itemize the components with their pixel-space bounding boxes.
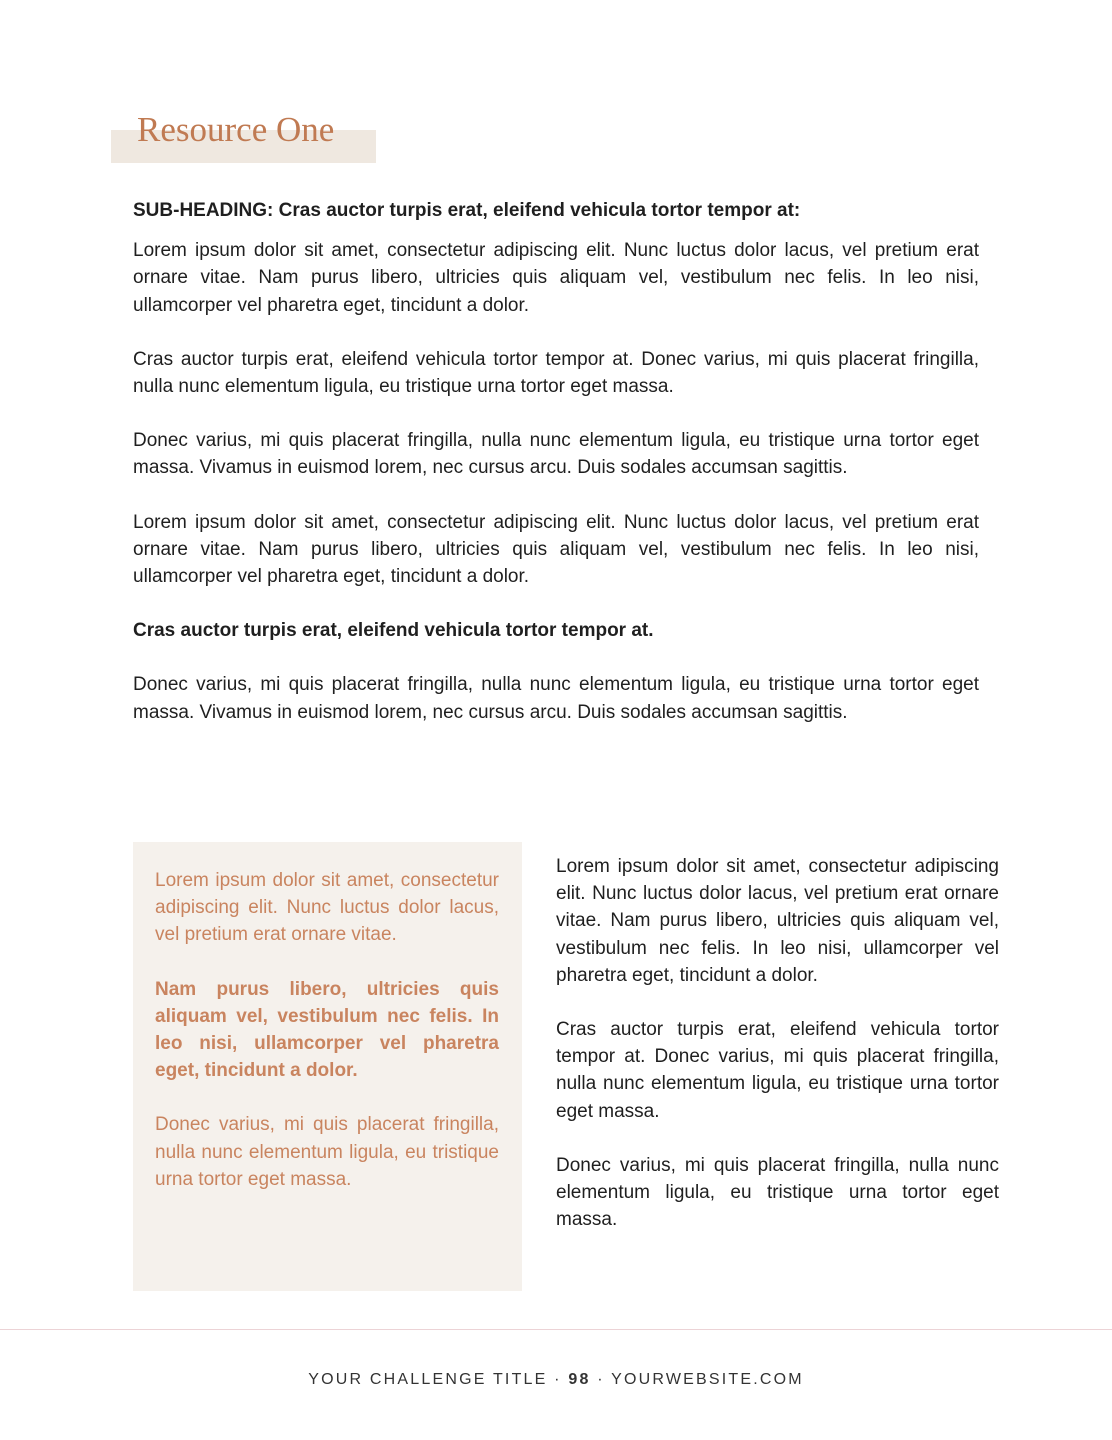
- footer-divider: [0, 1329, 1112, 1330]
- page-title: Resource One: [137, 110, 335, 149]
- callout-paragraph-1: Lorem ipsum dolor sit amet, consectetur adipiscing elit. Nunc luctus dolor lacus, vel pretium erat ornare vitae.: [155, 870, 499, 946]
- right-paragraph-3: Donec varius, mi quis placerat fringilla, nulla nunc elementum ligula, eu tristique urna tortor eget massa.: [556, 1154, 999, 1231]
- footer-challenge-title: YOUR CHALLENGE TITLE: [308, 1371, 548, 1388]
- callout-bold-paragraph: Nam purus libero, ultricies quis aliquam vel, vestibulum nec felis. In leo nisi, ullamcorper vel pharetra eget, tincidunt a dolor.: [155, 978, 499, 1082]
- footer-page-number: 98: [568, 1371, 591, 1388]
- footer-website: YOURWEBSITE.COM: [611, 1371, 804, 1388]
- right-paragraph-1: Lorem ipsum dolor sit amet, consectetur adipiscing elit. Nunc luctus dolor lacus, vel pretium erat ornare vitae. Nam purus libero, ultricies quis aliquam vel, vestibulum nec felis. In leo nisi, ullamcorper vel pharetra eget, tincidunt a dolor.: [556, 856, 999, 986]
- body-paragraph-4: Lorem ipsum dolor sit amet, consectetur adipiscing elit. Nunc luctus dolor lacus, vel pretium erat ornare vitae. Nam purus libero, ultricies quis aliquam vel, vestibulum nec felis. In leo nisi, ullamcorper vel pharetra eget, tincidunt a dolor.: [133, 511, 979, 588]
- main-body: [133, 197, 979, 753]
- sub-heading: SUB-HEADING: Cras auctor turpis erat, eleifend vehicula tortor tempor at:: [133, 200, 801, 221]
- callout-box: [133, 842, 522, 1291]
- body-paragraph-1: Lorem ipsum dolor sit amet, consectetur adipiscing elit. Nunc luctus dolor lacus, vel pretium erat ornare vitae. Nam purus libero, ultricies quis aliquam vel, vestibulum nec felis. In leo nisi, ullamcorper vel pharetra eget, tincidunt a dolor.: [133, 240, 979, 316]
- bold-statement: Cras auctor turpis erat, eleifend vehicula tortor tempor at.: [133, 620, 654, 642]
- footer-separator: ·: [590, 1371, 612, 1388]
- right-column: [556, 853, 999, 1260]
- closing-paragraph: Donec varius, mi quis placerat fringilla, nulla nunc elementum ligula, eu tristique urna tortor eget massa. Vivamus in euismod lorem, nec cursus arcu. Duis sodales accumsan sagittis.: [133, 674, 979, 723]
- callout-content: [155, 867, 499, 1220]
- callout-paragraph-3: Donec varius, mi quis placerat fringilla, nulla nunc elementum ligula, eu tristique urna tortor eget massa.: [155, 1114, 499, 1190]
- body-paragraph-3: Donec varius, mi quis placerat fringilla, nulla nunc elementum ligula, eu tristique urna tortor eget massa. Vivamus in euismod lorem, nec cursus arcu. Duis sodales accumsan sagittis.: [133, 430, 979, 479]
- right-paragraph-2: Cras auctor turpis erat, eleifend vehicula tortor tempor at. Donec varius, mi quis placerat fringilla, nulla nunc elementum ligula, eu tristique urna tortor eget massa.: [556, 1019, 999, 1122]
- page-footer: [0, 1371, 1112, 1389]
- footer-separator: ·: [547, 1371, 569, 1388]
- body-paragraph-2: Cras auctor turpis erat, eleifend vehicula tortor tempor at. Donec varius, mi quis placerat fringilla, nulla nunc elementum ligula, eu tristique urna tortor eget massa.: [133, 348, 979, 398]
